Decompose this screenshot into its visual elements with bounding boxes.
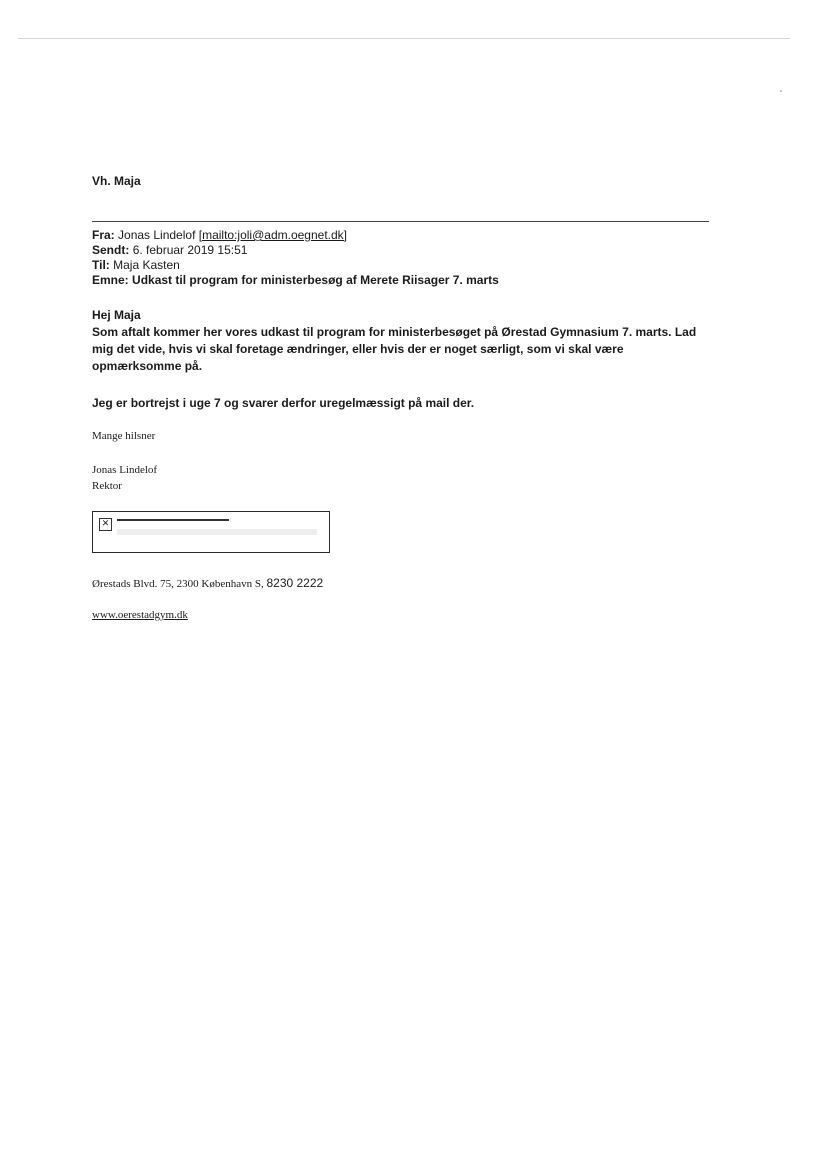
signature-name: Jonas Lindelof — [92, 464, 158, 476]
to-value: Maja Kasten — [113, 258, 180, 272]
header-divider — [92, 221, 709, 222]
placeholder-faded-text — [117, 529, 317, 535]
email-headers — [92, 228, 499, 288]
phone-number: 8230 2222 — [266, 576, 324, 590]
signoff: Vh. Maja — [92, 174, 141, 188]
from-email-link[interactable]: [mailto:joli@adm.oegnet.dk] — [198, 228, 348, 242]
signature-title: Rektor — [92, 480, 122, 492]
address-line — [92, 576, 323, 590]
from-name: Jonas Lindelof — [118, 228, 196, 242]
to-row — [92, 258, 499, 273]
salutation: Hej Maja — [92, 308, 141, 322]
website-link[interactable]: www.oerestadgym.dk — [92, 609, 188, 621]
subject-value: Udkast til program for ministerbesøg af Merete Riisager 7. marts — [132, 273, 499, 287]
subject-row — [92, 273, 499, 288]
placeholder-bar — [117, 519, 229, 521]
away-notice: Jeg er bortrejst i uge 7 og svarer derfor uregelmæssigt på mail der. — [92, 396, 475, 410]
closing-greeting: Mange hilsner — [92, 430, 156, 442]
street-address: Ørestads Blvd. 75, 2300 København S, — [92, 578, 264, 590]
body-line-2: mig det vide, hvis vi skal foretage ændringer, eller hvis der er noget særligt, som vi skal være — [92, 342, 624, 356]
logo-placeholder — [92, 511, 330, 553]
email-body — [92, 307, 732, 375]
from-row — [92, 228, 499, 243]
body-line-3: opmærksomme på. — [92, 359, 203, 373]
from-label: Fra: — [92, 228, 115, 242]
scan-speck — [780, 90, 782, 92]
to-label: Til: — [92, 258, 110, 272]
sent-label: Sendt: — [92, 243, 130, 257]
body-line-1: Som aftalt kommer her vores udkast til program for ministerbesøget på Ørestad Gymnasium 7. marts. Lad — [92, 325, 697, 339]
sent-value: 6. februar 2019 15:51 — [132, 243, 248, 257]
subject-label: Emne: — [92, 273, 129, 287]
sent-row — [92, 243, 499, 258]
scan-edge-line — [18, 38, 790, 39]
signature — [92, 462, 157, 494]
broken-image-icon: ✕ — [99, 518, 112, 531]
